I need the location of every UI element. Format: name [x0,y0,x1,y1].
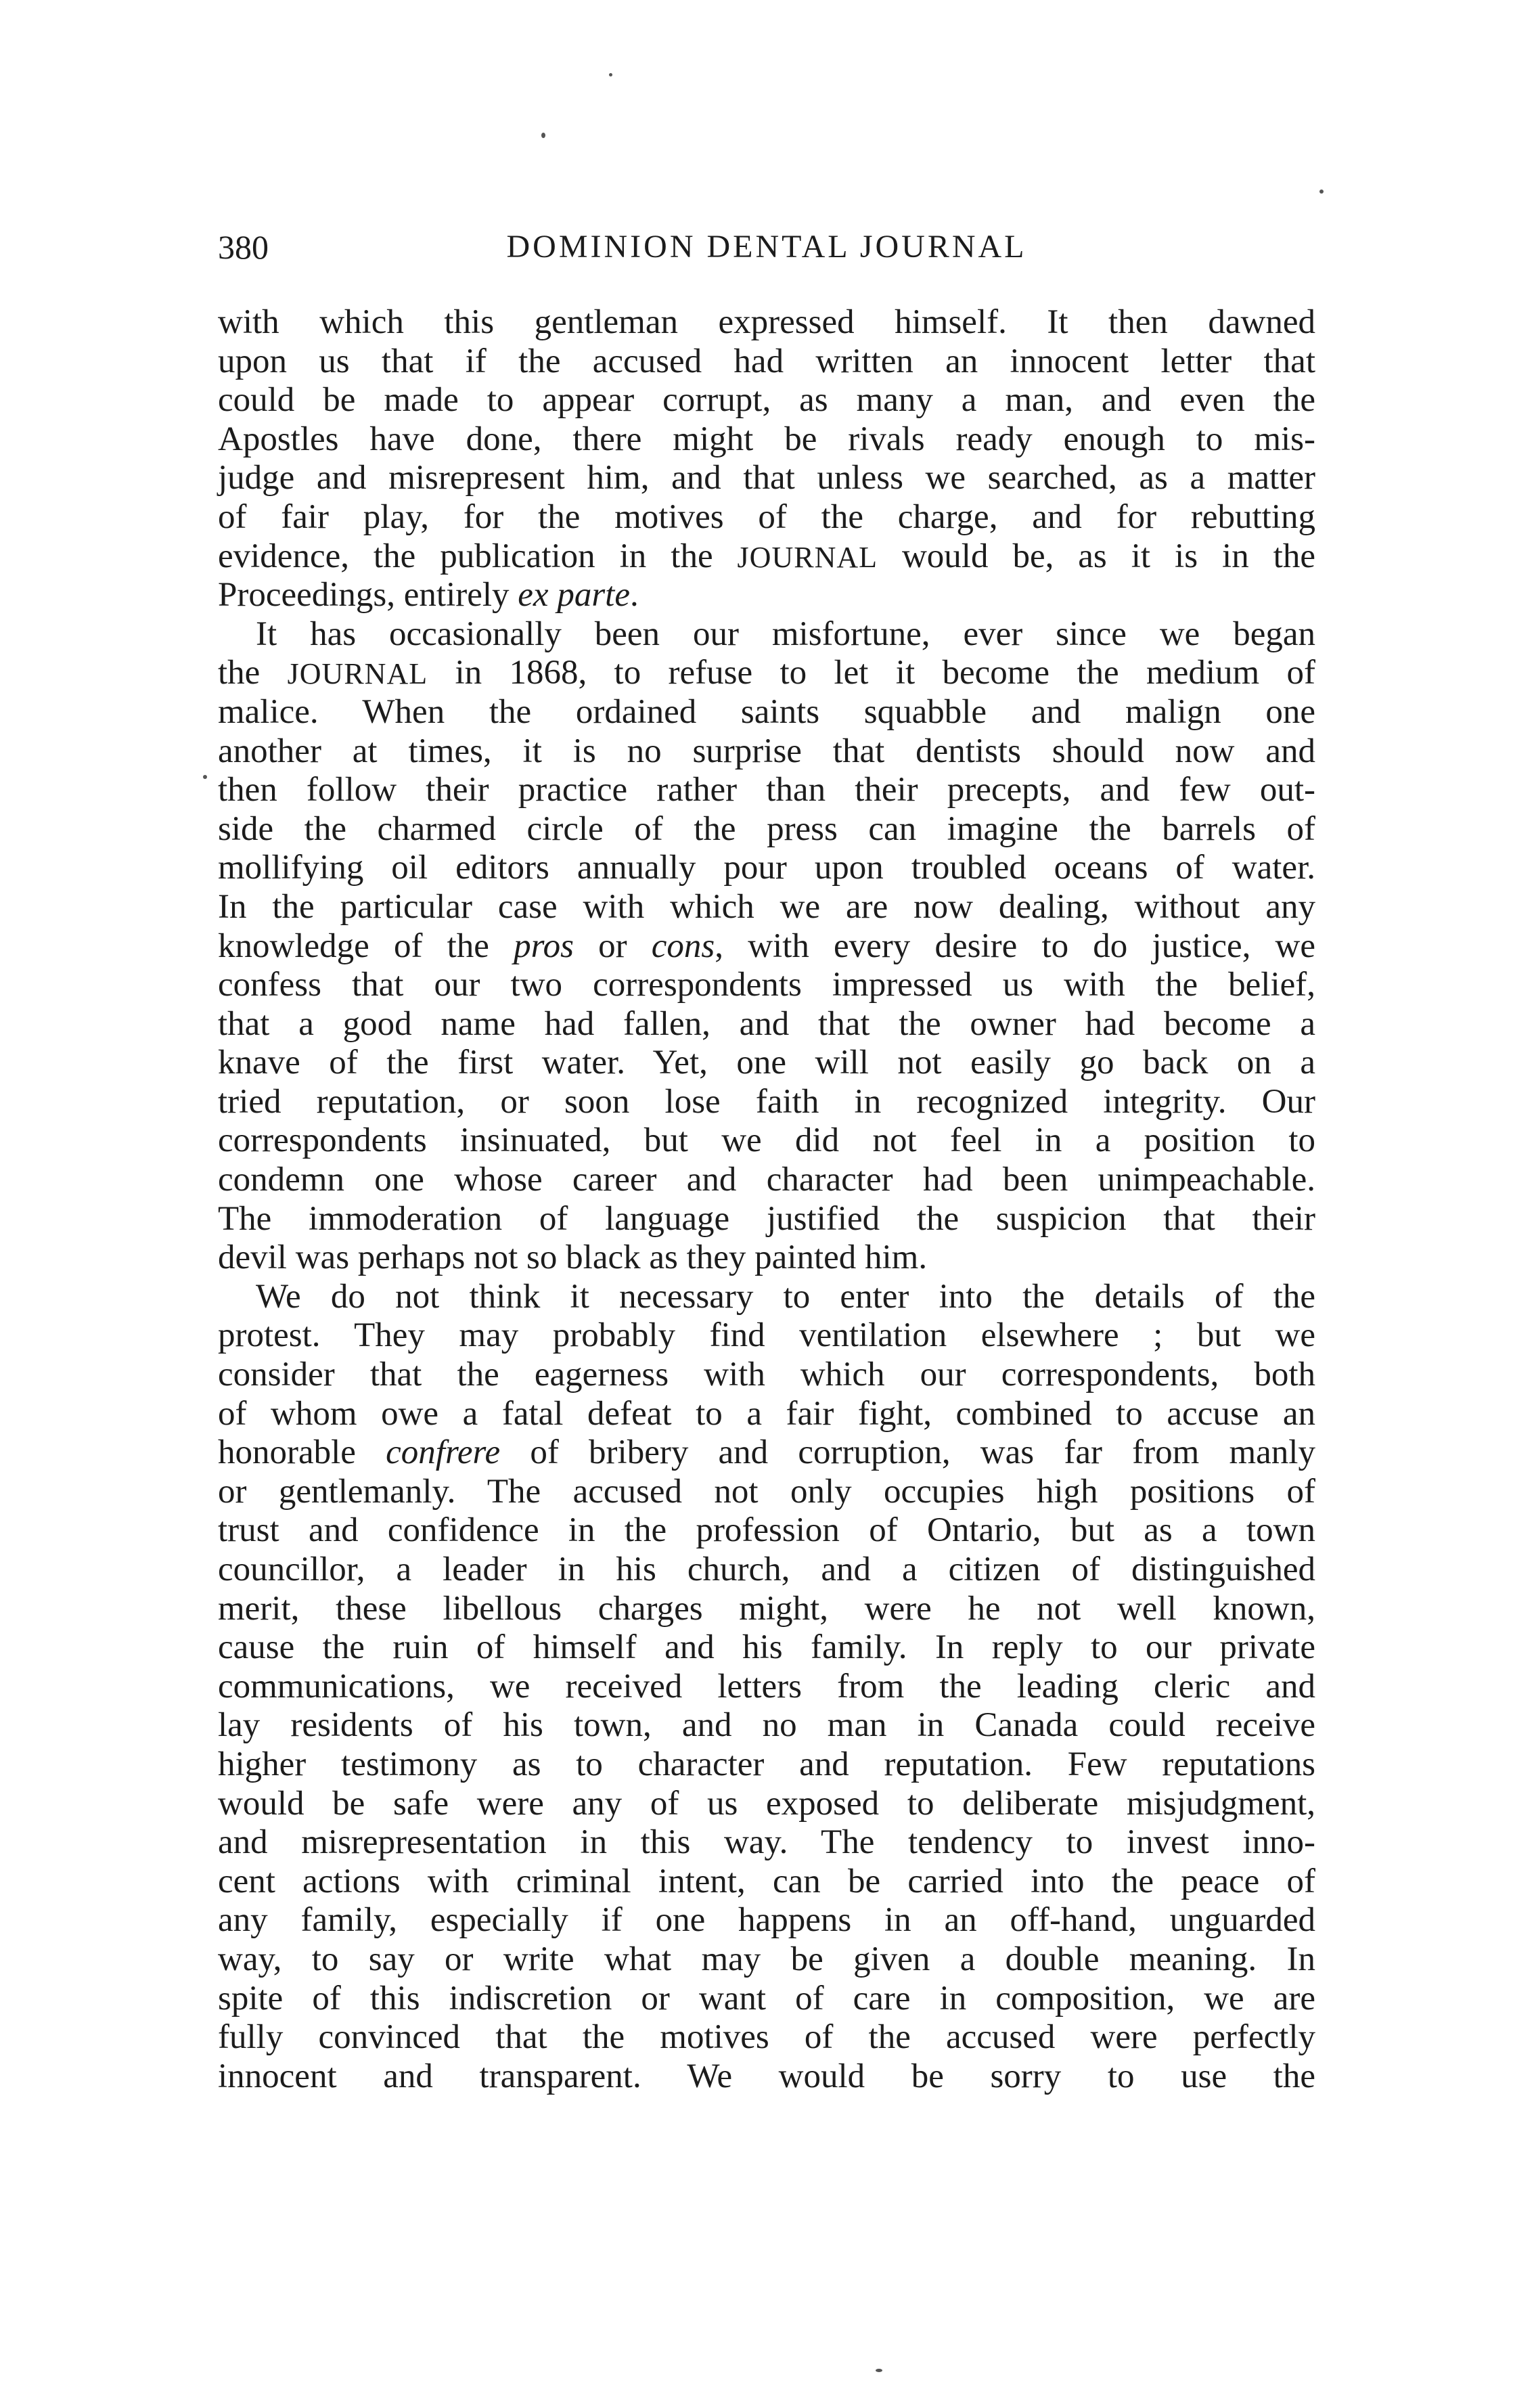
text-line: then follow their practice rather than their precepts, and few out- [218,771,1315,809]
scan-speck [876,2369,882,2372]
text-line: Proceedings, entirely ex parte. [218,576,639,615]
text-line: or gentlemanly. The accused not only occupies high positions of [218,1472,1315,1511]
text-line: protest. They may probably find ventilation elsewhere ; but we [218,1316,1315,1355]
text-line: Apostles have done, there might be rivals ready enough to mis- [218,420,1315,458]
text-line: In the particular case with which we are now dealing, without any [218,887,1315,926]
text-line: evidence, the publication in the JOURNAL would be, as it is in the [218,537,1315,575]
text-line: lay residents of his town, and no man in Canada could receive [218,1706,1315,1745]
text-line: fully convinced that the motives of the accused were perfectly [218,2018,1315,2057]
text-line: We do not think it necessary to enter into the details of the [256,1277,1315,1316]
text-line: correspondents insinuated, but we did not feel in a position to [218,1121,1315,1160]
journal-smallcaps: JOURNAL [287,657,428,691]
text-line: another at times, it is no surprise that dentists should now and [218,732,1315,770]
text-line: upon us that if the accused had written an innocent letter that [218,342,1315,380]
journal-smallcaps: JOURNAL [737,540,878,574]
scan-speck [1319,189,1324,194]
text-line: of whom owe a fatal defeat to a fair fight, combined to accuse an [218,1394,1315,1433]
text-line: knave of the first water. Yet, one will not easily go back on a [218,1044,1315,1082]
text-line: honorable confrere of bribery and corruption, was far from manly [218,1433,1315,1472]
text-line: way, to say or write what may be given a double meaning. In [218,1940,1315,1978]
text-line: trust and confidence in the profession of Ontario, but as a town [218,1511,1315,1550]
text-line: cause the ruin of himself and his family. In reply to our private [218,1628,1315,1667]
text-line: judge and misrepresent him, and that unless we searched, as a matter [218,459,1315,497]
page-header [218,225,1315,269]
text-line: of fair play, for the motives of the charge, and for rebutting [218,497,1315,536]
page-number: 380 [218,228,269,266]
text-line: condemn one whose career and character had been unimpeachable. [218,1161,1315,1199]
scan-speck [541,133,545,138]
italic-term: cons [651,927,715,965]
text-line: It has occasionally been our misfortune, ever since we began [256,615,1315,653]
italic-term: pros [514,927,574,965]
running-title: DOMINION DENTAL JOURNAL [506,229,1027,265]
text-line: spite of this indiscretion or want of care in composition, we are [218,1979,1315,2017]
text-line: and misrepresentation in this way. The tendency to invest inno- [218,1823,1315,1862]
text-line: malice. When the ordained saints squabble and malign one [218,692,1315,731]
text-line: confess that our two correspondents impressed us with the belief, [218,966,1315,1004]
text-line: communications, we received letters from the leading cleric and [218,1667,1315,1705]
text-line: the JOURNAL in 1868, to refuse to let it become the medium of [218,654,1316,692]
italic-term: confrere [386,1433,501,1472]
text-line: could be made to appear corrupt, as many a man, and even the [218,381,1315,420]
text-line: innocent and transparent. We would be sorry to use the [218,2057,1315,2095]
article-body [218,303,1315,2096]
text-line: councillor, a leader in his church, and a citizen of distinguished [218,1551,1315,1588]
text-line: cent actions with criminal intent, can be carried into the peace of [218,1862,1315,1900]
text-line: that a good name had fallen, and that the owner had become a [218,1004,1315,1043]
text-line: devil was perhaps not so black as they painted him. [218,1239,928,1277]
scan-speck [203,775,207,779]
text-line: merit, these libellous charges might, were he not well known, [218,1589,1315,1628]
text-line: side the charmed circle of the press can imagine the barrels of [218,809,1315,848]
text-line: consider that the eagerness with which our correspondents, both [218,1356,1315,1394]
text-line: any family, especially if one happens in an off-hand, unguarded [218,1901,1315,1940]
text-line: would be safe were any of us exposed to deliberate misjudgment, [218,1784,1315,1823]
italic-term: ex parte [518,576,630,615]
scan-speck [609,73,612,76]
text-line: higher testimony as to character and reputation. Few reputations [218,1745,1315,1783]
text-line: knowledge of the pros or cons, with every desire to do justice, we [218,927,1316,965]
text-line: tried reputation, or soon lose faith in recognized integrity. Our [218,1082,1315,1121]
text-line: mollifying oil editors annually pour upon troubled oceans of water. [218,849,1315,887]
text-line: The immoderation of language justified the suspicion that their [218,1199,1315,1238]
text-line: with which this gentleman expressed himself. It then dawned [218,303,1315,341]
